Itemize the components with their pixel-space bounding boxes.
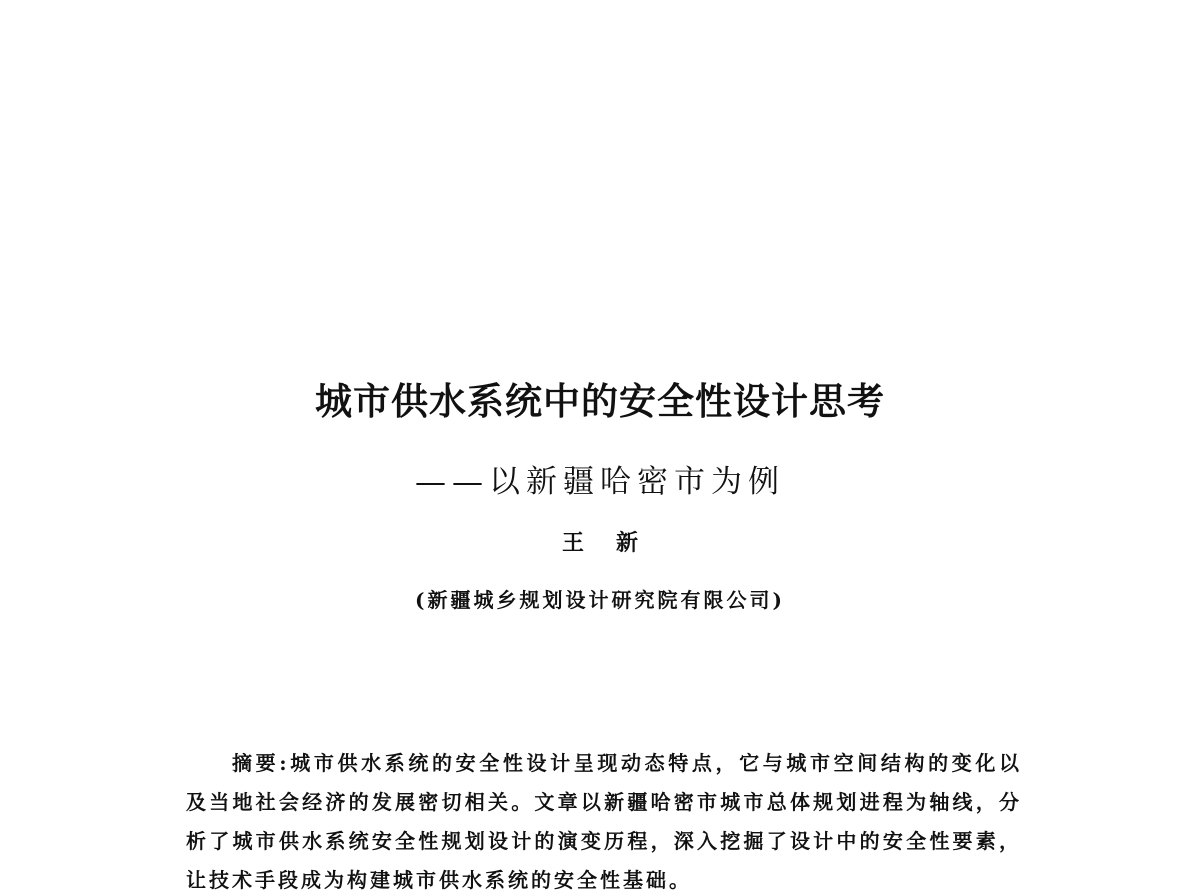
paper-subtitle: ——以新疆哈密市为例 [415,464,785,500]
abstract-label: 摘要: [232,751,290,775]
paper-affiliation: (新疆城乡规划设计研究院有限公司) [415,588,785,612]
paper-title: 城市供水系统中的安全性设计思考 [315,379,885,423]
paper-author: 王新 [561,530,670,556]
abstract-text: 城市供水系统的安全性设计呈现动态特点，它与城市空间结构的变化以及当地社会经济的发展密切相关。文章以新疆哈密市城市总体规划进程为轴线，分析了城市供水系统安全性规划设计的演变历程，深入挖掘了设计中的安全性要素，让技术手段成为构建城市供水系统的安全性基础。 [186,751,1023,892]
abstract-paragraph [186,744,1022,892]
